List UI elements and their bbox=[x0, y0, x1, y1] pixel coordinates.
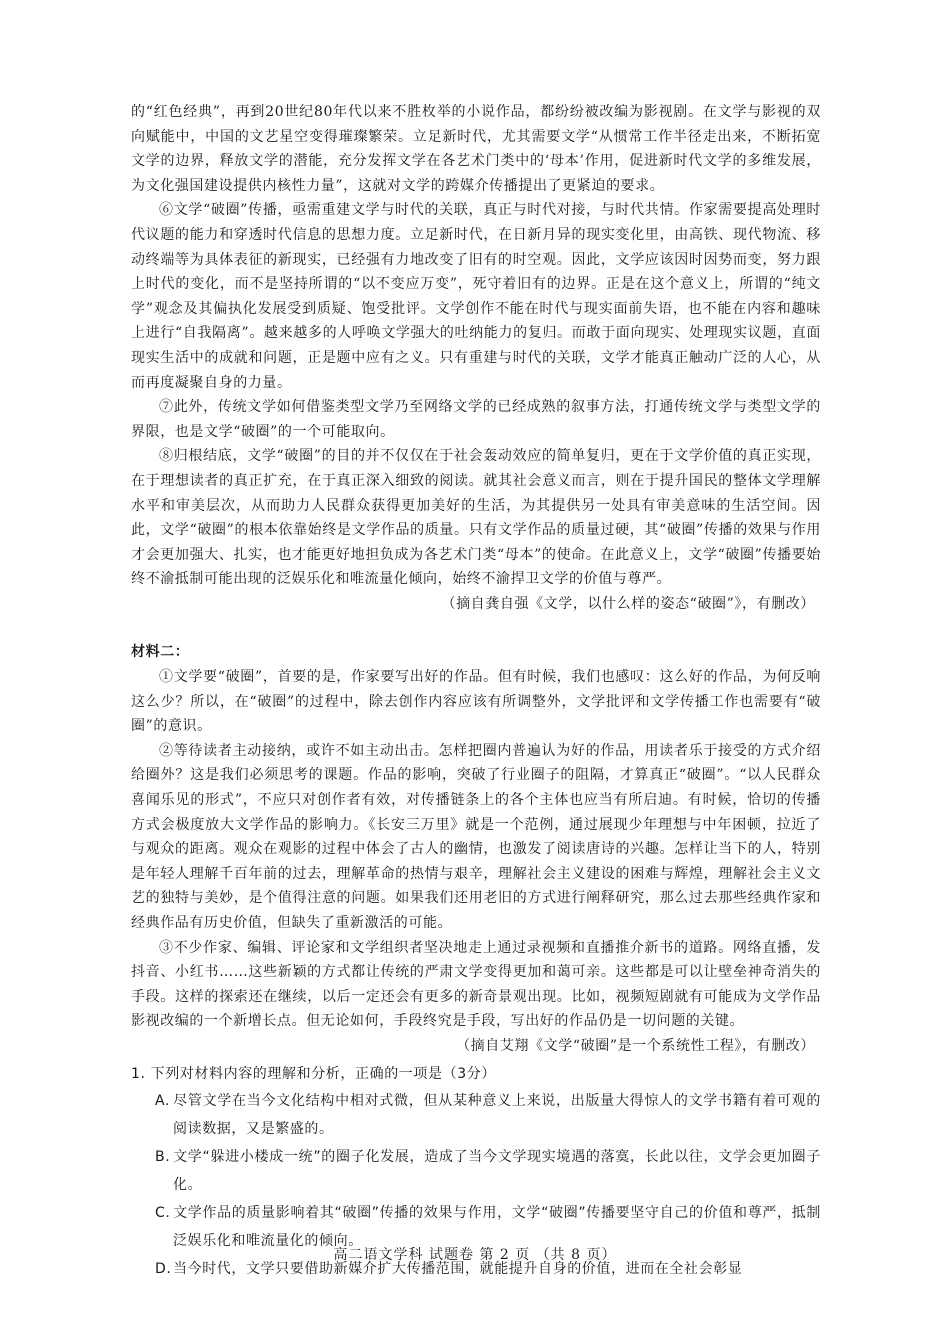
section-gap bbox=[131, 616, 821, 626]
question-1-stem: 1. 下列对材料内容的理解和分析，正确的一项是（3分） bbox=[131, 1065, 496, 1082]
question-1-option-b bbox=[143, 1143, 821, 1199]
material2-paragraph-3: ③不少作家、编辑、评论家和文学组织者坚决地走上通过录视频和直播推介新书的道路。网络直播，发抖音、小红书……这些新颖的方式都让传统的严肃文学变得更加和蔼可亲。这些都是可以让壁垒神奇消失的手段。这样的探索还在继续，以后一定还会有更多的新奇景观出现。比如，视频短剧就有可能成为文学作品影视改编的一个新增长点。但无论如何，手段终究是手段，写出好的作品仍是一切问题的关键。 bbox=[131, 939, 821, 1030]
material1-paragraph-6: ⑥文学“破圈”传播，亟需重建文学与时代的关联，真正与时代对接，与时代共情。作家需要提高处理时代议题的能力和穿透时代信息的思想力度。立足新时代，在日新月异的现实变化里，由高铁、现代物流、移动终端等为具体表征的新现实，已经强有力地改变了旧有的时空观。因此，文学应该因时因势而变，努力跟上时代的变化，而不是坚持所谓的“以不变应万变”，死守着旧有的边界。正是在这个意义上，所谓的“纯文学”观念及其偏执化发展受到质疑、饱受批评。文学创作不能在时代与现实面前失语，也不能在内容和趣味上进行“自我隔离”。越来越多的人呼唤文学强大的吐纳能力的复归。而敢于面向现实、处理现实议题，直面现实生活中的成就和问题，正是题中应有之义。只有重建与时代的关联，文学才能真正触动广泛的人心，从而再度凝聚自身的力量。 bbox=[131, 202, 821, 391]
option-label: C. bbox=[155, 1204, 171, 1221]
material2-paragraph-1: ①文学要“破圈”，首要的是，作家要写出好的作品。但有时候，我们也感叹：这么好的作品，为何反响这么少？所以，在“破圈”的过程中，除去创作内容应该有所调整外，文学批评和文学传播工作也需要有“破圈”的意识。 bbox=[131, 669, 821, 735]
material1-paragraph-8: ⑧归根结底，文学“破圈”的目的并不仅仅在于社会轰动效应的简单复归，更在于文学价值的真正实现，在于理想读者的真正扩充，在于真正深入细致的阅读。就其社会意义而言，则在于提升国民的整体文学理解水平和审美层次，从而助力人民群众获得更加美好的生活，为其提供另一处具有审美意味的生活空间。因此，文学“破圈”的根本依靠始终是文学作品的质量。只有文学作品的质量过硬，其“破圈”传播的效果与作用才会更加强大、扎实，也才能更好地担负成为各艺术门类“母本”的使命。在此意义上，文学“破圈”传播要始终不渝抵制可能出现的泛娱乐化和唯流量化倾向，始终不渝捍卫文学的价值与尊严。 bbox=[131, 448, 821, 588]
page-content bbox=[131, 100, 821, 1283]
material2-source: （摘自艾翔《文学“破圈”是一个系统性工程》，有删改） bbox=[456, 1037, 815, 1054]
question-1-option-a bbox=[143, 1087, 821, 1143]
option-text: 当今时代，文学只要借助新媒介扩大传播范围，就能提升自身的价值，进而在全社会彰显 bbox=[173, 1260, 743, 1277]
material1-source: （摘自龚自强《文学，以什么样的姿态“破圈”》，有删改） bbox=[441, 595, 815, 612]
option-label: B. bbox=[155, 1148, 171, 1165]
option-text: 尽管文学在当今文化结构中相对式微，但从某种意义上来说，出版量大得惊人的文学书籍有着可观的阅读数据，又是繁盛的。 bbox=[173, 1092, 821, 1137]
material1-paragraph-5-continued: 的“红色经典”，再到20世纪80年代以来不胜枚举的小说作品，都纷纷被改编为影视剧。在文学与影视的双向赋能中，中国的文艺星空变得璀璨繁荣。立足新时代，尤其需要文学“从惯常工作半径走出来，不断拓宽文学的边界，释放文学的潜能，充分发挥文学在各艺术门类中的‘母本’作用，促进新时代文学的多维发展，为文化强国建设提供内核性力量”，这就对文学的跨媒介传播提出了更紧迫的要求。 bbox=[131, 104, 821, 194]
material2-paragraph-2: ②等待读者主动接纳，或许不如主动出击。怎样把圈内普遍认为好的作品，用读者乐于接受的方式介绍给圈外？这是我们必须思考的课题。作品的影响，突破了行业圈子的阻隔，才算真正“破圈”。“以人民群众喜闻乐见的形式”，不应只对创作者有效，对传播链条上的各个主体也应当有所启迪。有时候，恰切的传播方式会极度放大文学作品的影响力。《长安三万里》就是一个范例，通过展现少年理想与中年困顿，拉近了与观众的距离。观众在观影的过程中体会了古人的幽情，也激发了阅读唐诗的兴趣。怎样让当下的人，特别是年轻人理解千百年前的过去，理解革命的热情与艰辛，理解社会主义建设的困难与辉煌，理解社会主义文艺的独特与美妙，是个值得注意的问题。如果我们还用老旧的方式进行阐释研究，那么过去那些经典作家和经典作品有历史价值，但缺失了重新激活的可能。 bbox=[131, 742, 821, 931]
option-label: A. bbox=[155, 1092, 170, 1109]
page-footer: 高二语文学科 试题卷 第 2 页 （共 8 页） bbox=[333, 1247, 617, 1263]
material2-heading: 材料二： bbox=[131, 644, 190, 661]
option-text: 文学作品的质量影响着其“破圈”传播的效果与作用，文学“破圈”传播要坚守自己的价值和尊严，抵制泛娱乐化和唯流量化的倾向。 bbox=[173, 1204, 821, 1249]
material1-paragraph-7: ⑦此外，传统文学如何借鉴类型文学乃至网络文学的已经成熟的叙事方法，打通传统文学与类型文学的界限，也是文学“破圈”的一个可能取向。 bbox=[131, 399, 821, 440]
option-text: 文学“躲进小楼成一统”的圈子化发展，造成了当今文学现实境遇的落寞，长此以往，文学会更加圈子化。 bbox=[173, 1148, 821, 1193]
option-label: D. bbox=[155, 1260, 172, 1277]
